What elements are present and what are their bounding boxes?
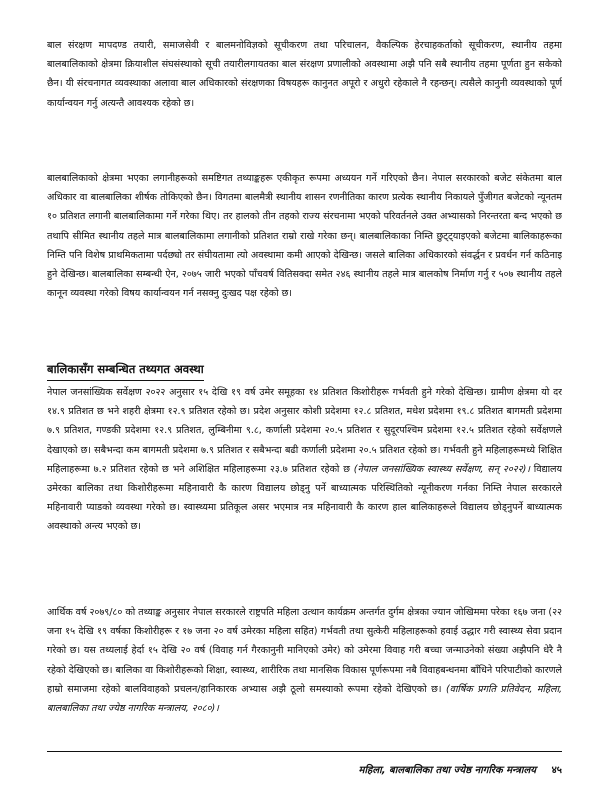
- paragraph-child-investment: [47, 169, 562, 342]
- section-heading: बालिकासँग सम्बन्धित तथ्यगत अवस्था: [47, 360, 204, 381]
- paragraph-text: विद्यालय उमेरका बालिका तथा किशोरीहरूमा महिनावारी कै कारण विद्यालय छोड्नु पर्ने बाध्यात्मक परिस्थितिको न्यूनीकरण गर्नका निम्ति नेपाल सरकारले महिनावारी प्याडको व्यवस्था गरेको छ। स्वास्थ्यमा प्रतिकूल असर भएमात्र नत्र महिनावारी कै कारण हाल बालिकाहरूले विद्यालय छोड्नुपर्ने बाध्यात्मक अवस्थाको अन्त्य भएको छ।: [47, 463, 562, 533]
- footer-ministry-name: महिला, बालबालिका तथा ज्येष्ठ नागरिक मन्त्रालय: [358, 765, 537, 776]
- citation: (नेपाल जनसांख्यिक स्वास्थ्य सर्वेक्षण, सन् २०२२)।: [353, 463, 530, 475]
- footer-divider: [47, 751, 562, 752]
- paragraph-survey-statistics: [47, 383, 562, 593]
- document-body: [47, 36, 562, 756]
- page-number: ४५: [551, 765, 562, 776]
- paragraph-text: नेपाल जनसांख्यिक सर्वेक्षण २०२२ अनुसार १५ देखि १९ वर्ष उमेर समूहका १४ प्रतिशत किशोरीहरू गर्भवती हुने गरेको देखिन्छ। ग्रामीण क्षेत्रमा यो दर १४.९ प्रतिशत छ भने शहरी क्षेत्रमा १२.९ प्रतिशत रहेको छ। प्रदेश अनुसार कोशी प्रदेशमा १२.८ प्रतिशत, मधेश प्रदेशमा १९.८ प्रतिशत बागमती प्रदेशमा ७.९ प्रतिशत, गण्डकी प्रदेशमा १२.९ प्रतिशत, लुम्बिनीमा ९.८, कर्णाली प्रदेशमा २०.५ प्रतिशत र सुदूरपश्चिम प्रदेशमा १२.५ प्रतिशत रहेको सर्वेक्षणले देखाएको छ। सबैभन्दा कम बागमती प्रदेशमा ७.९ प्रतिशत र सबैभन्दा बढी कर्णाली प्रदेशमा २०.५ प्रतिशत रहेको छ। गर्भवती हुने महिलाहरूमध्ये शिक्षित महिलाहरूमा ७.२ प्रतिशत रहेको छ भने अशिक्षित महिलाहरूमा २३.७ प्रतिशत रहेको छ: [47, 387, 562, 475]
- paragraph-text: आर्थिक वर्ष २०७९/८० को तथ्याङ्क अनुसार नेपाल सरकारले राष्ट्रपति महिला उत्थान कार्यक्रम अन्तर्गत दुर्गम क्षेत्रका ज्यान जोखिममा परेका १६७ जना (२२ जना १५ देखि १९ वर्षका किशोरीहरू र १७ जना २० वर्ष उमेरका महिला सहित) गर्भवती तथा सुत्केरी महिलाहरूको हवाई उद्धार गरी स्वास्थ्य सेवा प्रदान गरेको छ। यस तथ्यलाई हेर्दा १५ देखि २० वर्ष (विवाह गर्न गैरकानुनी मानिएको उमेर) को उमेरमा विवाह गरी बच्चा जन्माउनेको संख्या अझैपनि धेरै नै रहेको देखिएको छ। बालिका वा किशोरीहरूको शिक्षा, स्वास्थ्य, शारीरिक तथा मानसिक विकास पूर्णरूपमा नबै विवाहबन्धनमा बाँधिने परिपाटीको कारणले हाम्रो समाजमा रहेको बालविवाहको प्रचलन/हानिकारक अभ्यास अझै ठूलो समस्याको रूपमा रहेको देखिएको छ।: [47, 607, 562, 695]
- paragraph-text: बालबालिकाको क्षेत्रमा भएका लगानीहरूको समष्टिगत तथ्याङ्कहरू एकीकृत रूपमा अध्ययन गर्ने गरिएको छैन। नेपाल सरकारको बजेट संकेतमा बाल अधिकार वा बालबालिका शीर्षक तोकिएको छैन। विगतमा बालमैत्री स्थानीय शासन रणनीतिका कारण प्रत्येक स्थानीय निकायले पुँजीगत बजेटको न्यूनतम १० प्रतिशत लगानी बालबालिकामा गर्ने गरेका थिए। तर हालको तीन तहको राज्य संरचनामा भएको परिवर्तनले उक्त अभ्यासको निरन्तरता बन्द भएको छ तथापि सीमित स्थानीय तहले मात्र बालबालिकामा लगानीको प्रतिशत राम्रो राखे गरेका छन्। बालबालिकाका निम्ति छुट्ट्याइएको बजेटमा बालिकाहरूका निम्ति पनि विशेष प्राथमिकतामा पर्दछ्यो तर संघीयतामा त्यो अवस्थामा कमी आएको देखिन्छ। जसले बालिका अधिकारको संवर्द्धन र प्रवर्धन गर्न कठिनाइ हुने देखिन्छ। बालबालिका सम्बन्धी ऐन, २०७५ जारी भएको पाँचवर्ष वितिसक्दा समेत २४६ स्थानीय तहले मात्र बालकोष निर्माण गर्नु र ५०७ स्थानीय तहले कानून व्यवस्था गरेको विषय कार्यान्वयन गर्न नसक्नु दुःखद पक्ष रहेको छ।: [47, 173, 562, 300]
- citation: (वार्षिक प्रगति प्रतिवेदन, महिला, बालबालिका तथा ज्येष्ठ नागरिक मन्त्रालय, २०८०)।: [47, 683, 562, 715]
- paragraph-child-protection-system: [47, 36, 562, 153]
- paragraph-rescue-statistics: [47, 603, 562, 756]
- page-footer: [358, 762, 562, 776]
- paragraph-text: बाल संरक्षण मापदण्ड तयारी, समाजसेवी र बालमनोविज्ञको सूचीकरण तथा परिचालन, वैकल्पिक हेरचाहकर्ताको सूचीकरण, स्थानीय तहमा बालबालिकाको क्षेत्रमा क्रियाशील संघसंस्थाको सूची तयारीलगायतका बाल संरक्षण प्रणालीको अवस्थामा अझै पनि सबै स्थानीय तहमा पूर्णता हुन सकेको छैन। यी संरचनागत व्यवस्थाका अलावा बाल अधिकारको संरक्षणका विषयहरू कानुनत अपूरो र अधुरो रहेकाले नै रहन्छन्। त्यसैले कानुनी व्यवस्थाको पूर्ण कार्यान्वयन गर्नु अत्यन्तै आवश्यक रहेको छ।: [47, 40, 562, 109]
